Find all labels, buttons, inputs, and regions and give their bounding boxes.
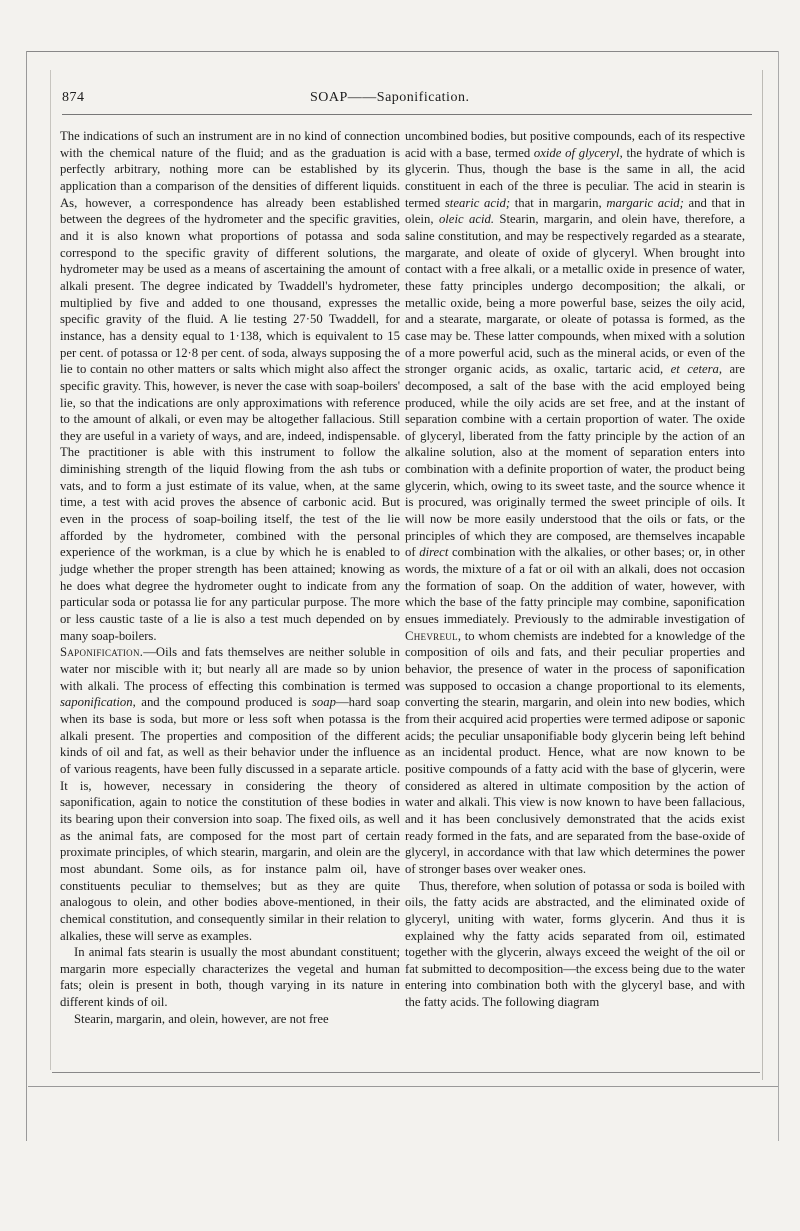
frame-line-bottom-outer <box>28 1086 778 1087</box>
page-number: 874 <box>62 90 85 105</box>
paragraph-animal-fats: In animal fats stearin is usually the most abundant constituent; margarin more especially characterizes the vegetal and human fats; olein is present in both, though varying in its nature in different kinds of oil. <box>60 945 400 1010</box>
page-header <box>62 90 752 112</box>
name-chevreul: Chevreul <box>405 628 458 643</box>
frame-line-top <box>26 51 778 52</box>
header-rule <box>62 114 752 115</box>
frame-line-bottom <box>52 1072 760 1073</box>
paragraph-hydrometer: The indications of such an instrument are in no kind of connection with the chemical nature of the fluid; and as the graduation is perfectly arbitrary, nothing more can be established by its application than a comparison of the densities of different liquids. As, however, a correspondence has already been established between the degrees of the hydrometer and the specific gravities, and it is also known what proportions of potassa and soda correspond to the specific gravity of different solutions, the hydrometer may be used as a means of ascertaining the amount of alkali present. The degree indicated by Twaddell's hydrometer, multiplied by five and added to one thousand, expresses the specific gravity of the fluid. A lie testing 27·50 Twaddell, for instance, has a density equal to 1·138, which is equivalent to 15 per cent. of potassa or 12·8 per cent. of soda, always supposing the lie to contain no other matters or salts which might also affect the specific gravity. This, however, is never the case with soap-boilers' lie, so that the indications are only approximations with reference to the amount of alkali, or even may be altogether fallacious. Still they are useful in a variety of ways, and are, indeed, indispensable. The practitioner is able with this instrument to follow the diminishing strength of the liquid flowing from the ash tubs or vats, and to form a just estimate of its value, when, at the same time, a test with acid proves the absence of carbonic acid. But even in the process of soap-boiling itself, the test of the lie afforded by the hydrometer, combined with the personal experience of the workman, is a clue by which he is enabled to judge whether the proper strength has been attained; knowing as he does what degree the hydrometer ought to indicate from any particular soda or potassa lie for any particular purpose. The more or less caustic taste of a lie is also a test much depended on by many soap-boilers. <box>60 129 401 643</box>
paragraph-stearin-start: Stearin, margarin, and olein, however, are not free <box>74 1011 329 1026</box>
left-column <box>60 128 400 1027</box>
right-column <box>405 128 745 1011</box>
paragraph-glyceryl: uncombined bodies, but positive compounds, each of its respective acid with a base, termed oxide of glyceryl, the hydrate of which is glycerin. Thus, though the base is the same in all, the acid constituent in each of the three is peculiar. The acid in stearin is termed stearic acid; that in margarin, margaric acid; and that in olein, oleic acid. Stearin, margarin, and olein have, therefore, a saline constitution, and may be respectively regarded as a stearate, margarate, and oleate of oxide of glyceryl. When brought into contact with a free alkali, or a metallic oxide in presence of water, these fatty principles undergo decomposition; the alkali, or metallic oxide, being a more powerful base, seizes the oily acid, and a stearate, margarate, or oleate of potassa is formed, as the case may be. These latter compounds, when mixed with a solution of a more powerful acid, such as the mineral acids, or even of the stronger organic acids, as oxalic, tartaric acid, et cetera, are decomposed, a salt of the base with the acid employed being produced, while the oily acids are set free, and at the instant of separation combine with a certain proportion of water. The oxide of glyceryl, liberated from the fatty principle by the action of an alkaline solution, also at the moment of separation enters into combination with a definite proportion of water, the product being glycerin, which, owing to its sweet taste, and the source whence it is procured, was originally termed the sweet principle of oils. It will now be more easily understood that the oils or fats, or the principles of which they are composed, are themselves incapable of direct combination with the alkalies, or other bases; or, in other words, the mixture of a fat or oil with an alkali, does not occasion the formation of soap. On the addition of water, however, with which the base of the fatty principle may combine, saponification ensues immediately. Previously to the admirable investigation of Chevreul, to whom chemists are indebted for a knowledge of the composition of oils and fats, and their peculiar properties and behavior, the presence of water in the process of saponification was supposed to occasion a change proportional to its elements, converting the stearin, margarin, and olein into new bodies, which from their acquired acid properties were termed adipose or saponic acids; the peculiar unsaponifiable body glycerin being left behind as an incidental product. Hence, what are now known to be positive compounds of a fatty acid with the base of glycerin, were considered as altered in ultimate composition by the action of water and alkali. This view is now known to have been fallacious, and it has been conclusively demonstrated that the acids exist ready formed in the fats, and are separated from the base-oxide of glyceryl, in accordance with that law which determines the power of stronger bases over weaker ones. <box>405 129 745 876</box>
paragraph-potassa-boiled: Thus, therefore, when solution of potassa or soda is boiled with oils, the fatty acids are abstracted, and the eliminated oxide of glyceryl, uniting with water, forms glycerin. And thus it is explained why the fatty acids separated from oil, estimated together with the glycerin, always exceed the weight of the oil or fat submitted to decomposition—the excess being due to the water entering into combination both with the glyceryl base, and with the fatty acids. The following diagram <box>405 878 745 1010</box>
frame-line-right <box>778 51 779 1141</box>
frame-line-left <box>26 51 27 1141</box>
frame-line-inner-right <box>762 70 763 1080</box>
section-heading-saponification: Saponification. <box>60 645 144 660</box>
paragraph-saponification: Saponification.—Oils and fats themselves are neither soluble in water nor miscible with it; but nearly all are made so by union with alkali. The process of effecting this combination is termed saponification, and the compound produced is soap—hard soap when its base is soda, but more or less soft when potassa is the alkali present. The properties and composition of the different kinds of oil and fat, as well as their behavior under the influence of various reagents, have been fully discussed in a separate article. It is, however, necessary in considering the theory of saponification, again to notice the constitution of these bodies in its bearing upon their conversion into soap. The fixed oils, as well as the animal fats, are composed for the most part of certain proximate principles, of which stearin, margarin, and olein are the most abundant. Some oils, as for instance palm oil, have constituents peculiar to themselves; but as they are quite analogous to olein, and other bodies above-mentioned, in their chemical constitution, and consequently similar in their relation to alkalies, these will serve as examples. <box>60 645 400 943</box>
frame-line-inner-left <box>50 70 51 1070</box>
running-head: SOAP——Saponification. <box>310 90 470 105</box>
